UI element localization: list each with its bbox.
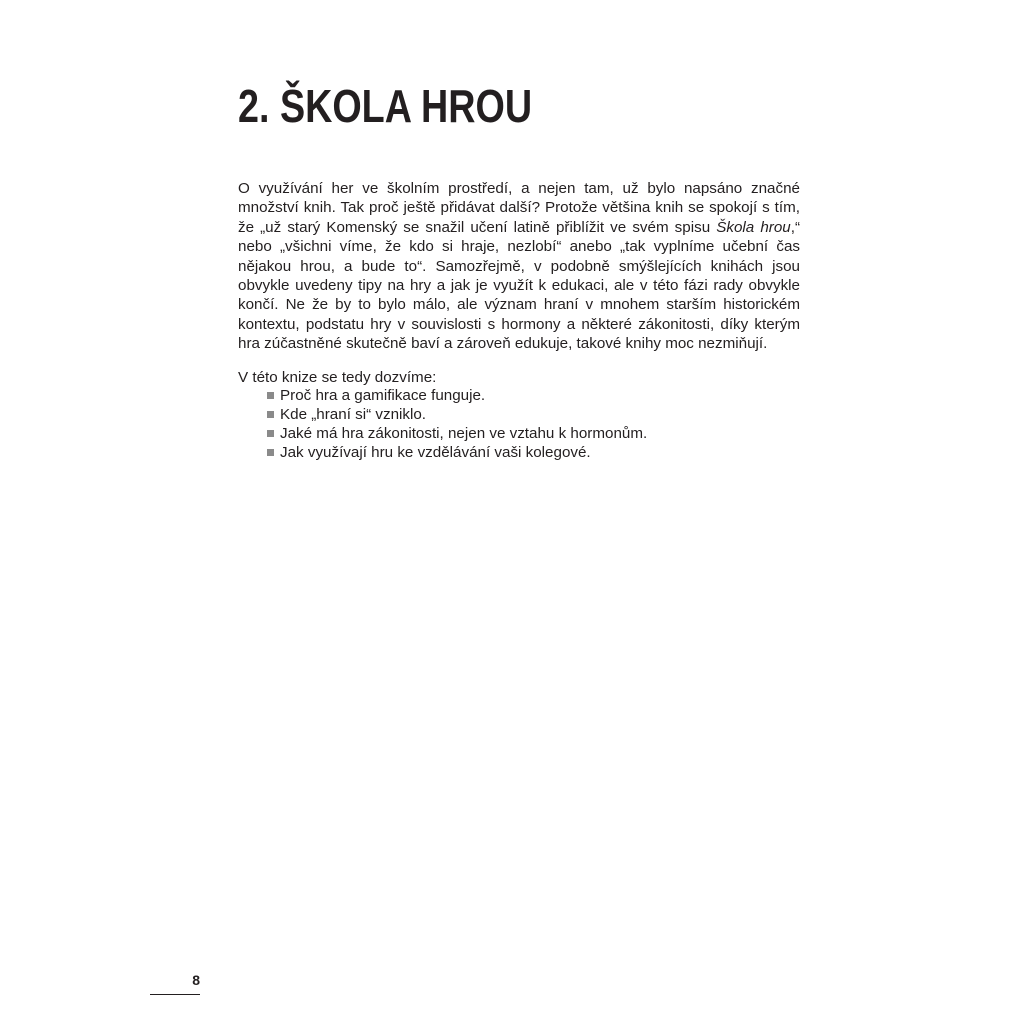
list-item — [267, 443, 647, 462]
list-item-text: Jaké má hra zákonitosti, nejen ve vztahu k hormonům. — [280, 425, 648, 442]
list-item — [267, 405, 647, 424]
bullet-list — [267, 386, 647, 462]
list-item — [267, 424, 647, 443]
body-paragraph — [238, 179, 800, 354]
square-bullet-icon — [267, 392, 274, 399]
list-intro: V této knize se tedy dozvíme: — [238, 369, 437, 386]
list-item-text: Kde „hraní si“ vzniklo. — [280, 406, 427, 423]
list-item — [267, 386, 647, 405]
book-title-italic: Škola hrou — [716, 218, 791, 236]
square-bullet-icon — [267, 411, 274, 418]
square-bullet-icon — [267, 449, 274, 456]
list-item-text: Proč hra a gamifikace funguje. — [280, 387, 486, 404]
square-bullet-icon — [267, 430, 274, 437]
list-item-text: Jak využívají hru ke vzdělávání vaši kolegové. — [280, 444, 591, 461]
paragraph-text-part1: O využívání her ve školním prostředí, a nejen tam, už bylo napsáno značné množství knih. Tak proč ještě přidávat další? Protože většina knih se spokojí s tím, že „už starý Komenský se snažil učení latině přiblížit ve svém spisu — [238, 180, 800, 236]
chapter-title: 2. ŠKOLA HROU — [238, 80, 533, 132]
page-number: 8 — [150, 970, 200, 995]
paragraph-text-part2: ,“ nebo „všichni víme, že kdo si hraje, nezlobí“ anebo „tak vyplníme učební čas nějakou hrou, a bude to“. Samozřejmě, v podobně smýšlejících knihách jsou obvykle uvedeny tipy na hry a jak je využít k edukaci, ale v této fázi rady obvykle končí. Ne že by to bylo málo, ale význam hraní v mnohem starším historickém kontextu, podstatu hry v souvislosti s hormony a některé zákonitosti, díky kterým hra zúčastněné skutečně baví a zároveň edukuje, takové knihy moc nezmiňují. — [238, 218, 800, 353]
